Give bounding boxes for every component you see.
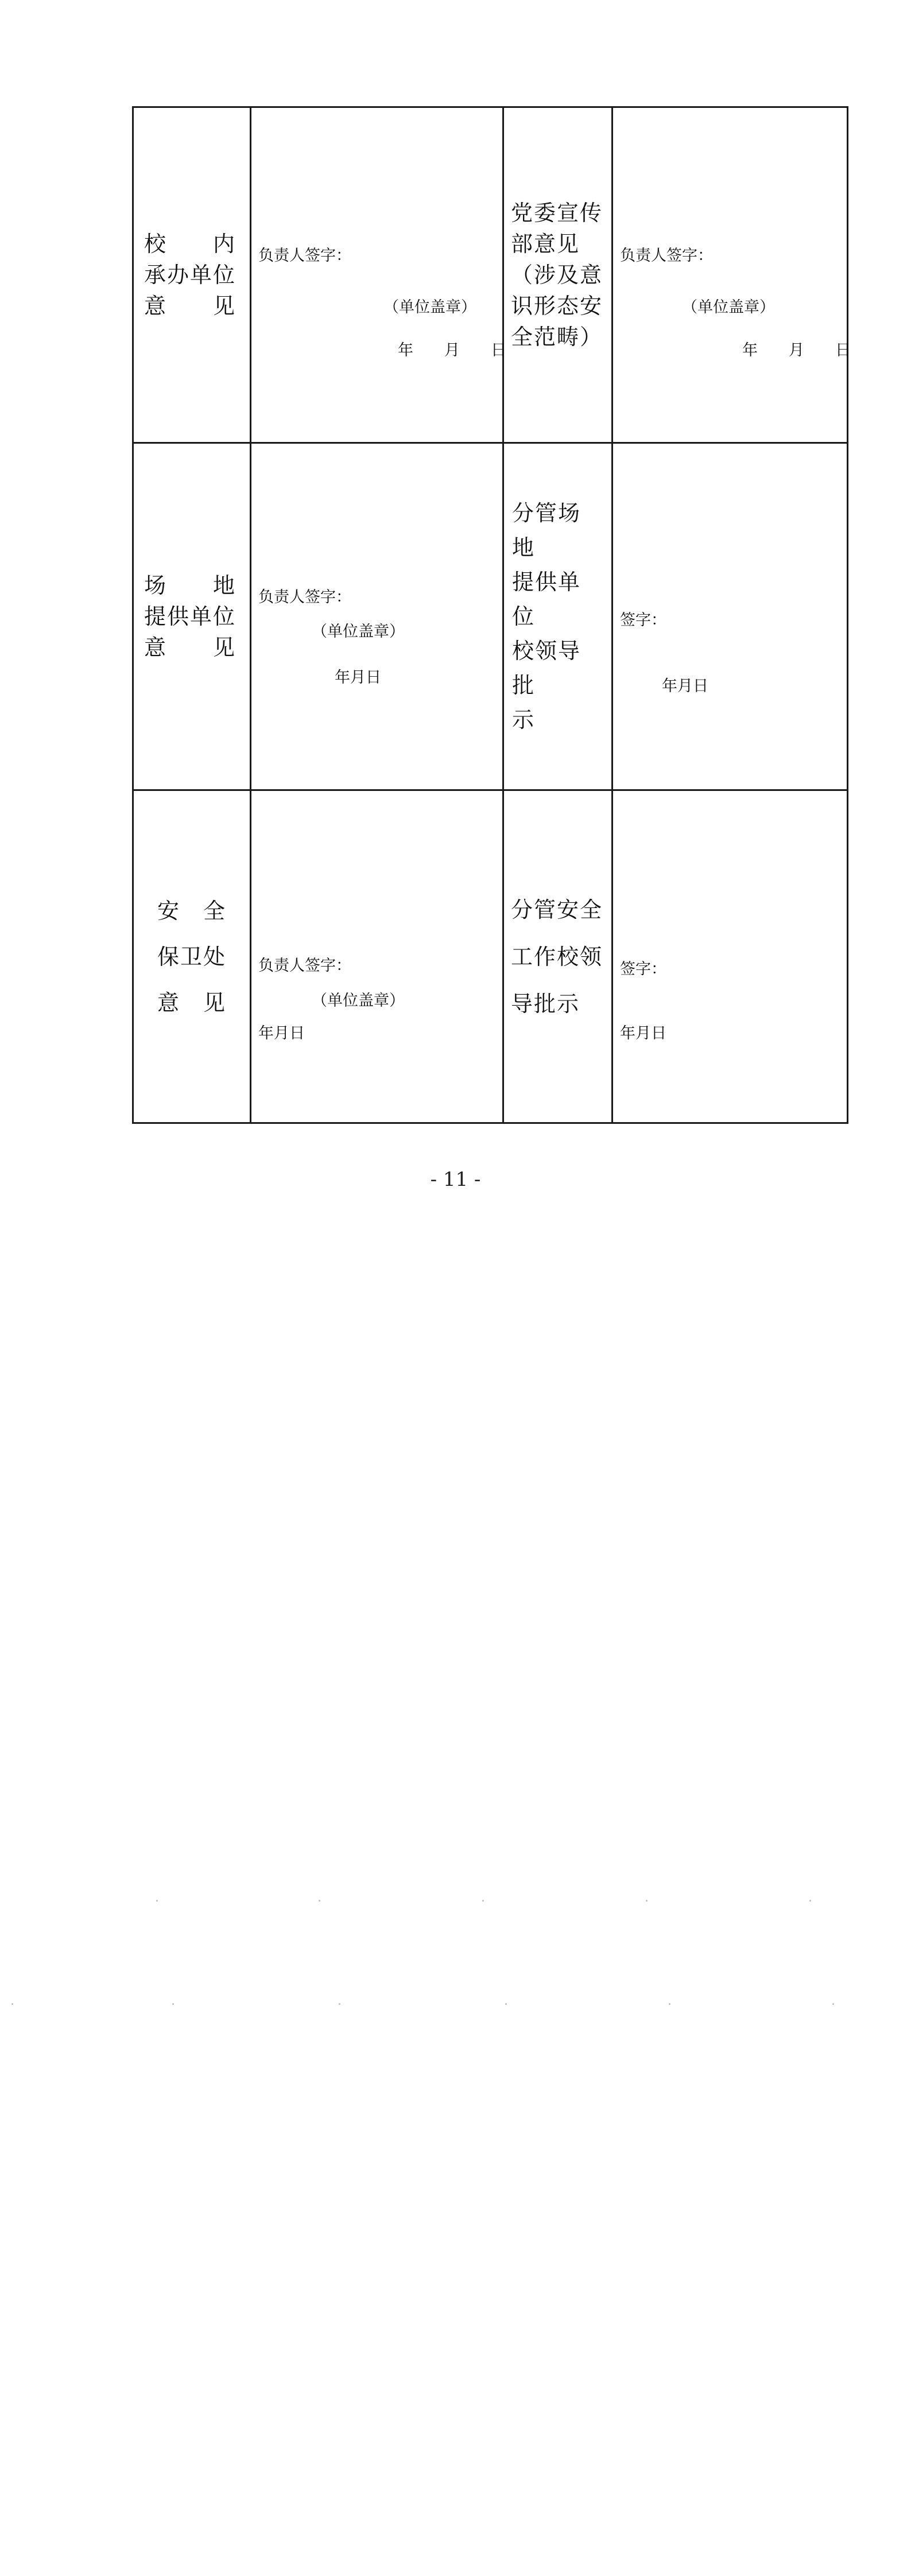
scan-speck (319, 1900, 320, 1902)
scan-speck (832, 2003, 834, 2005)
venue-provider-seal-label: （单位盖章） (312, 623, 405, 641)
host-unit-date-label: 年 月 日 (398, 342, 506, 359)
venue-provider-opinion-cell[interactable] (251, 443, 503, 790)
page-number: - 11 - (430, 1168, 481, 1191)
venue-leader-label: 分管场地 提供单位 校领导批 示 (512, 501, 582, 732)
scan-speck (11, 2003, 13, 2005)
host-unit-signature-label: 负责人签字： (258, 247, 351, 265)
scan-speck (669, 2003, 670, 2005)
propaganda-dept-label-cell (503, 107, 612, 443)
scan-speck (646, 1900, 648, 1902)
venue-provider-date-label: 年月日 (335, 669, 381, 686)
security-leader-label-cell (503, 790, 612, 1123)
venue-leader-opinion-cell[interactable] (612, 443, 848, 790)
propaganda-dept-label: 党委宣传 部意见 （涉及意 识形态安 全范畴） (511, 200, 603, 350)
security-office-opinion-cell[interactable] (251, 790, 503, 1123)
approval-form-table (132, 106, 851, 1124)
security-office-signature-label: 负责人签字： (258, 957, 351, 975)
propaganda-dept-date-label: 年 月 日 (742, 342, 851, 359)
security-leader-label: 分管安全 工作校领 导批示 (511, 897, 603, 1017)
venue-leader-label-cell (503, 443, 612, 790)
venue-provider-label: 场 地 提供单位 意 见 (144, 573, 237, 660)
host-unit-opinion-cell[interactable] (251, 107, 506, 443)
scan-speck (172, 2003, 174, 2005)
scan-speck (156, 1900, 158, 1902)
security-leader-signature-label: 签字： (620, 960, 666, 978)
form-row-security-office (133, 790, 848, 1123)
scan-speck (505, 2003, 507, 2005)
venue-leader-date-label: 年月日 (662, 677, 708, 695)
venue-provider-label-cell (133, 443, 251, 790)
venue-provider-signature-label: 负责人签字： (258, 588, 351, 606)
scan-speck (339, 2003, 340, 2005)
propaganda-dept-seal-label: （单位盖章） (682, 298, 775, 316)
scan-speck (482, 1900, 484, 1902)
form-row-venue-provider (133, 443, 848, 790)
scan-speck (809, 1900, 811, 1902)
venue-leader-signature-label: 签字： (620, 611, 666, 629)
security-office-label: 安 全 保卫处 意 见 (157, 898, 226, 1015)
form-row-host-unit (133, 107, 848, 443)
security-office-date-label: 年月日 (258, 1025, 305, 1042)
propaganda-dept-opinion-cell[interactable] (612, 107, 851, 443)
host-unit-label: 校 内 承办单位 意 见 (144, 231, 237, 319)
security-leader-date-label: 年月日 (620, 1025, 666, 1042)
security-office-label-cell (133, 790, 251, 1123)
security-leader-opinion-cell[interactable] (612, 790, 848, 1123)
propaganda-dept-signature-label: 负责人签字： (620, 247, 713, 265)
host-unit-label-cell (133, 107, 251, 443)
security-office-seal-label: （单位盖章） (312, 992, 405, 1010)
host-unit-seal-label: （单位盖章） (383, 298, 476, 316)
